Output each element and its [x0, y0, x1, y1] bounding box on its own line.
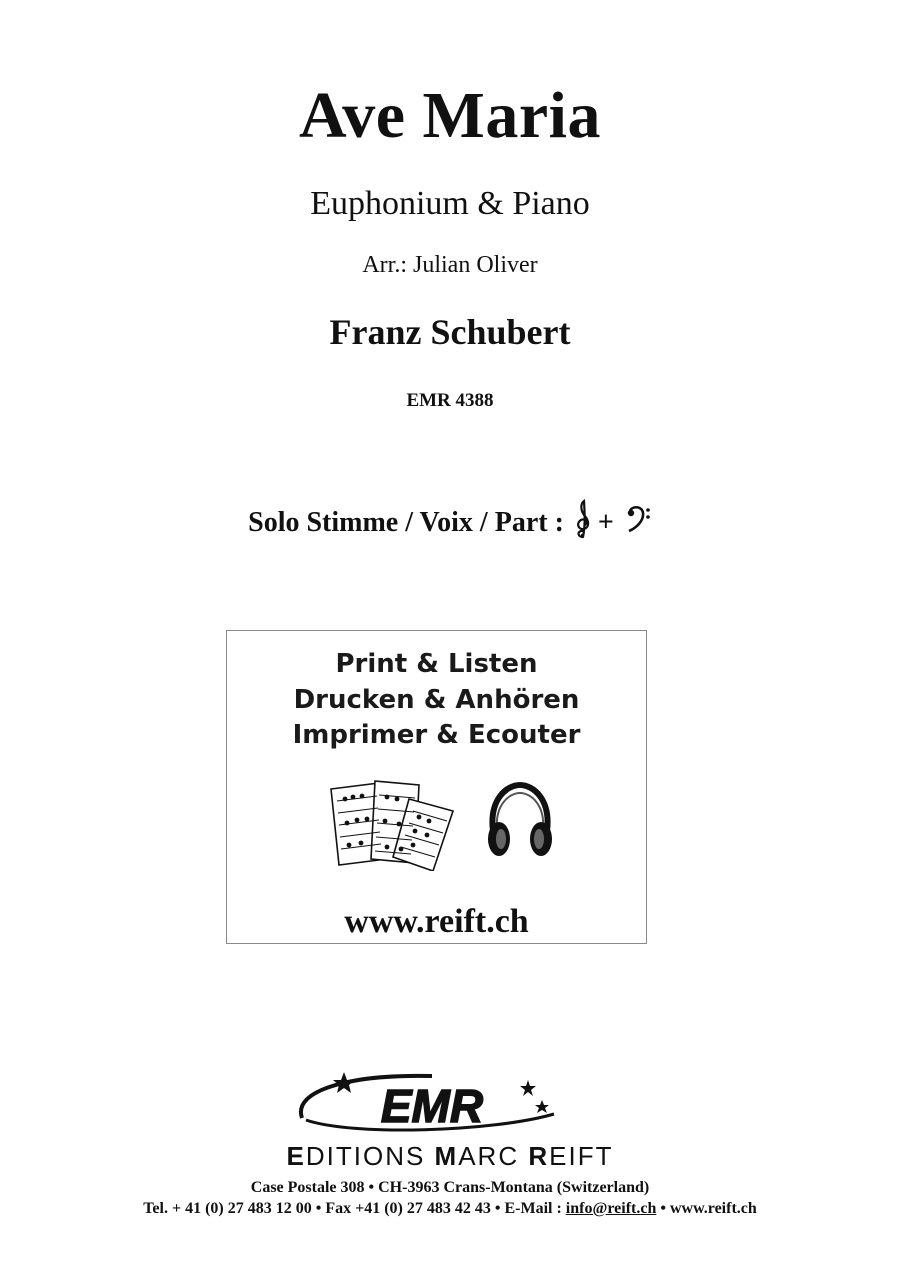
composer: Franz Schubert: [329, 312, 571, 352]
emr-logo: [292, 1070, 572, 1141]
promo-line-german: Drucken & Anhören: [293, 685, 580, 715]
clef-plus-sign: +: [597, 507, 614, 538]
instrumentation: Euphonium & Piano: [310, 185, 590, 222]
publisher-letter-e: E: [286, 1141, 306, 1171]
email-link[interactable]: info@reift.ch: [565, 1200, 657, 1217]
print-listen-box: [226, 630, 647, 944]
publisher-word-editions: DITIONS: [305, 1141, 435, 1171]
publisher-word-marc: ARC: [458, 1141, 529, 1171]
publisher-name: [0, 1141, 900, 1172]
catalog-number: EMR 4388: [406, 390, 494, 411]
solo-part-line: [0, 497, 900, 549]
treble-clef-icon: [572, 497, 594, 549]
publisher-letter-m: M: [434, 1141, 459, 1171]
contact-website: • www.reift.ch: [656, 1200, 757, 1217]
score-title: Ave Maria: [299, 79, 601, 152]
publisher-contact: [0, 1200, 900, 1218]
contact-phone-fax: Tel. + 41 (0) 27 483 12 00 • Fax +41 (0) 27 483 42 43 • E-Mail :: [143, 1200, 566, 1217]
arranger: Arr.: Julian Oliver: [362, 252, 538, 278]
promo-line-french: Imprimer & Ecouter: [292, 720, 581, 750]
publisher-address: Case Postale 308 • CH-3963 Crans-Montana (Switzerland): [250, 1179, 650, 1196]
sheet-music-icon: [329, 779, 457, 876]
part-label: Solo Stimme / Voix / Part :: [248, 507, 564, 538]
promo-line-english: Print & Listen: [335, 649, 538, 679]
headphones-icon: [485, 781, 555, 866]
publisher-word-reift: EIFT: [549, 1141, 614, 1171]
publisher-letter-r: R: [528, 1141, 550, 1171]
emr-logo-text: EMR: [380, 1080, 484, 1132]
promo-website-link[interactable]: www.reift.ch: [344, 903, 529, 940]
bass-clef-icon: [626, 504, 652, 542]
